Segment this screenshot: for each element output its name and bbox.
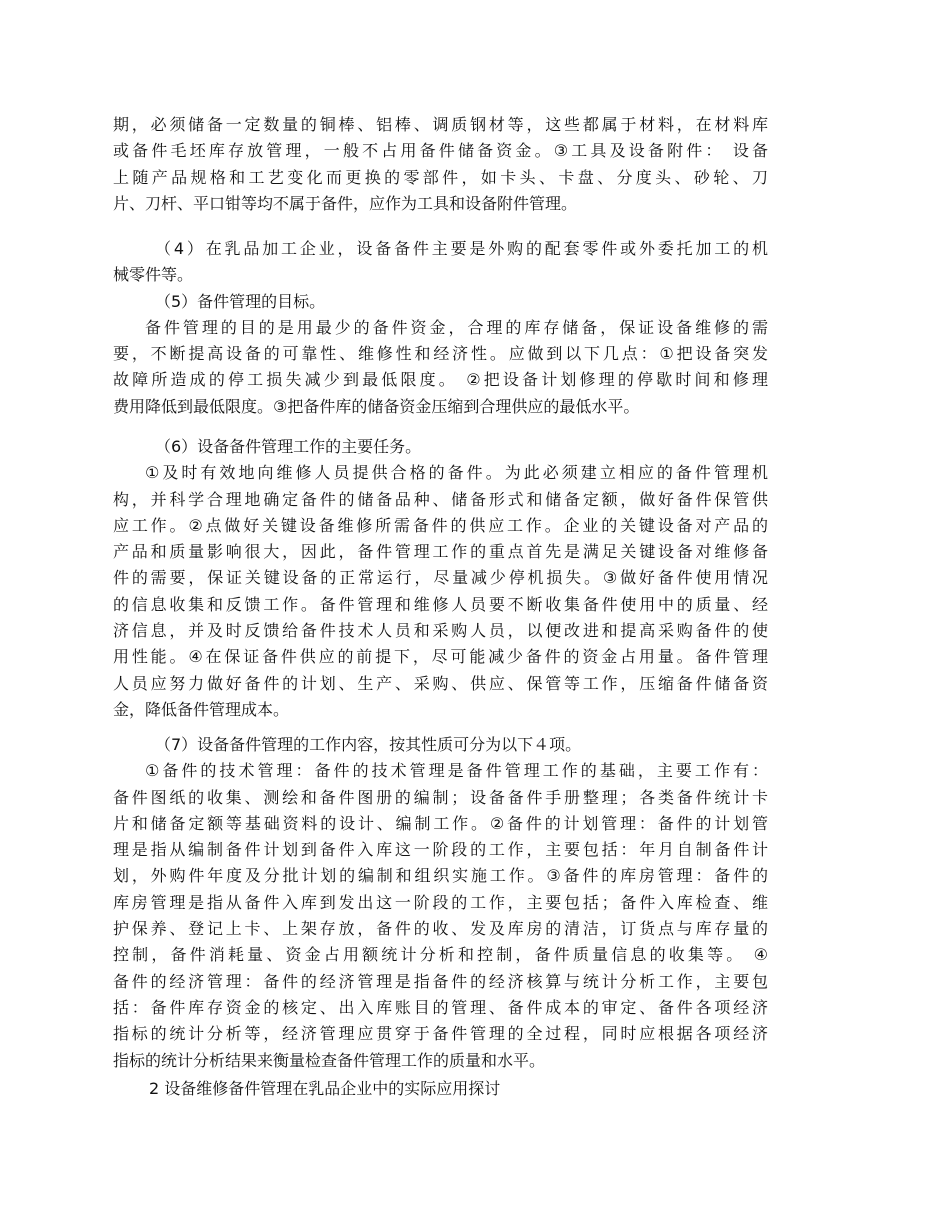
text-line: 要，不断提高设备的可靠性、维修性和经济性。应做到以下几点：①把设备突发 bbox=[113, 344, 768, 364]
text-line: 库房管理是指从备件入库到发出这一阶段的工作，主要包括；备件入库检查、维 bbox=[113, 892, 768, 912]
text-line: 理是指从编制备件计划到备件入库这一阶段的工作，主要包括：年月自制备件计 bbox=[113, 840, 768, 860]
text-line: 应工作。②点做好关键设备维修所需备件的供应工作。企业的关键设备对产品的 bbox=[113, 515, 768, 535]
paragraph-items-4-5 bbox=[113, 236, 768, 420]
text-line: 备件图纸的收集、测绘和备件图册的编制；设备备件手册整理；各类备件统计卡 bbox=[113, 787, 768, 807]
text-line: 划，外购件年度及分批计划的编制和组织实施工作。③备件的库房管理：备件的 bbox=[113, 866, 768, 886]
paragraph-item-7 bbox=[113, 732, 768, 1074]
text-line: 片、刀杆、平口钳等均不属于备件，应作为工具和设备附件管理。 bbox=[113, 193, 578, 213]
text-line: 备件管理的目的是用最少的备件资金，合理的库存储备，保证设备维修的需 bbox=[145, 317, 768, 337]
text-line: 件的需要，保证关键设备的正常运行，尽量减少停机损失。③做好备件使用情况 bbox=[113, 568, 768, 588]
text-line: 金，降低备件管理成本。 bbox=[113, 699, 290, 719]
text-line: 括：备件库存资金的核定、出入库账目的管理、备件成本的审定、备件各项经济 bbox=[113, 997, 768, 1017]
text-line: 用性能。④在保证备件供应的前提下，尽可能减少备件的资金占用量。备件管理 bbox=[113, 647, 768, 667]
text-line: 备件的经济管理：备件的经济管理是指备件的经济核算与统计分析工作，主要包 bbox=[113, 971, 768, 991]
paragraph-item-6 bbox=[113, 434, 768, 723]
text-line: 械零件等。 bbox=[113, 265, 194, 285]
text-line: 的信息收集和反馈工作。备件管理和维修人员要不断收集备件使用中的质量、经 bbox=[113, 594, 768, 614]
text-line: 期，必须储备一定数量的铜棒、铝棒、调质钢材等，这些都属于材料，在材料库 bbox=[113, 115, 768, 134]
text-line: 故障所造成的停工损失减少到最低限度。 ②把设备计划修理的停歇时间和修理 bbox=[113, 370, 768, 390]
text-line: 上随产品规格和工艺变化而更换的零部件，如卡头、卡盘、分度头、砂轮、刀 bbox=[113, 167, 768, 187]
text-line: 护保养、登记上卡、上架存放，备件的收、发及库房的清洁，订货点与库存量的 bbox=[113, 919, 768, 939]
text-line: 济信息，并及时反馈给备件技术人员和采购人员，以便改进和提高采购备件的使 bbox=[113, 621, 768, 641]
section-title: 2 设备维修备件管理在乳品企业中的实际应用探讨 bbox=[149, 1079, 501, 1098]
section-heading-6: （6）设备备件管理工作的主要任务。 bbox=[155, 437, 422, 456]
text-line: 指标的统计分析结果来衡量检查备件管理工作的质量和水平。 bbox=[113, 1050, 546, 1070]
text-line: 指标的统计分析等，经济管理应贯穿于备件管理的全过程，同时应根据各项经济 bbox=[113, 1024, 768, 1044]
section-heading-7: （7）设备备件管理的工作内容，按其性质可分为以下４项。 bbox=[155, 735, 582, 754]
text-line: 片和储备定额等基础资料的设计、编制工作。②备件的计划管理：备件的计划管 bbox=[113, 813, 768, 833]
text-line: 构，并科学合理地确定备件的储备品种、储备形式和储备定额，做好备件保管供 bbox=[113, 489, 768, 509]
section-heading-2 bbox=[113, 1076, 768, 1102]
text-line: 控制，备件消耗量、资金占用额统计分析和控制，备件质量信息的收集等。 ④ bbox=[113, 945, 768, 965]
text-line: ①及时有效地向维修人员提供合格的备件。为此必须建立相应的备件管理机 bbox=[145, 463, 768, 483]
paragraph-materials-tools bbox=[113, 112, 768, 217]
section-heading-5: （5）备件管理的目标。 bbox=[155, 291, 326, 311]
text-line: （4）在乳品加工企业，设备备件主要是外购的配套零件或外委托加工的机 bbox=[155, 239, 768, 258]
text-line: 产品和质量影响很大，因此，备件管理工作的重点首先是满足关键设备对维修备 bbox=[113, 542, 768, 562]
text-line: 或备件毛坯库存放管理，一般不占用备件储备资金。③工具及设备附件： 设备 bbox=[113, 141, 768, 161]
text-line: ①备件的技术管理：备件的技术管理是备件管理工作的基础，主要工作有： bbox=[145, 761, 768, 781]
text-line: 人员应努力做好备件的计划、生产、采购、供应、保管等工作，压缩备件储备资 bbox=[113, 673, 768, 693]
text-line: 费用降低到最低限度。③把备件库的储备资金压缩到合理供应的最低水平。 bbox=[113, 396, 640, 416]
